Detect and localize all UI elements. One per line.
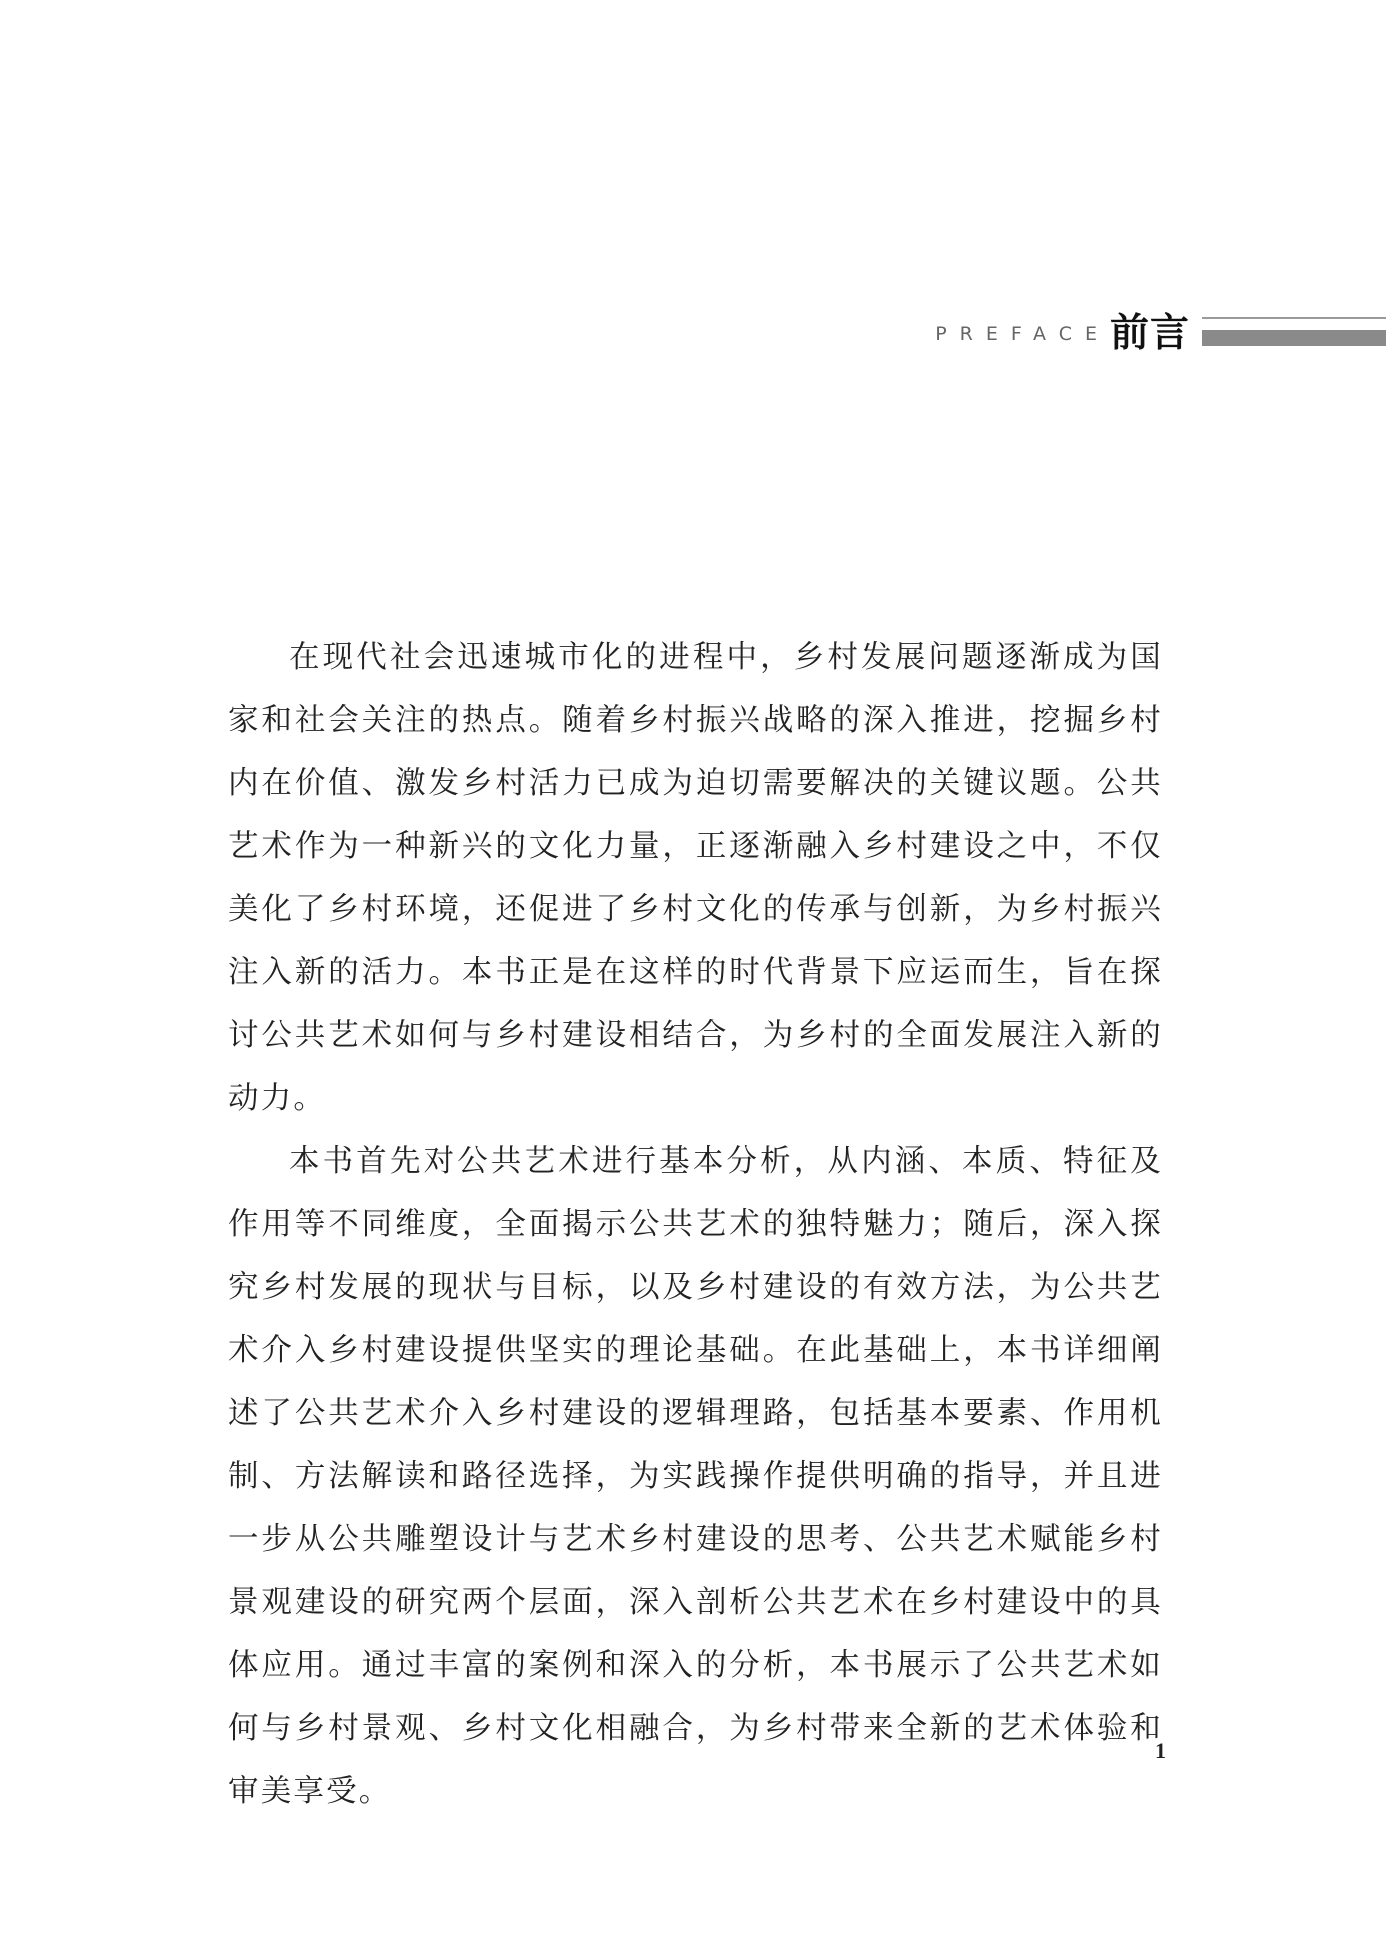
paragraph-1: 在现代社会迅速城市化的进程中，乡村发展问题逐渐成为国家和社会关注的热点。随着乡村振兴战略的深入推进，挖掘乡村内在价值、激发乡村活力已成为迫切需要解决的关键议题。公共艺术作为一种新兴的文化力量，正逐渐融入乡村建设之中，不仅美化了乡村环境，还促进了乡村文化的传承与创新，为乡村振兴注入新的活力。本书正是在这样的时代背景下应运而生，旨在探讨公共艺术如何与乡村建设相结合，为乡村的全面发展注入新的动力。 bbox=[228, 640, 1163, 1116]
preface-body bbox=[228, 626, 1163, 1823]
paragraph-2: 本书首先对公共艺术进行基本分析，从内涵、本质、特征及作用等不同维度，全面揭示公共艺术的独特魅力；随后，深入探究乡村发展的现状与目标，以及乡村建设的有效方法，为公共艺术介入乡村建设提供坚实的理论基础。在此基础上，本书详细阐述了公共艺术介入乡村建设的逻辑理路，包括基本要素、作用机制、方法解读和路径选择，为实践操作提供明确的指导，并且进一步从公共雕塑设计与艺术乡村建设的思考、公共艺术赋能乡村景观建设的研究两个层面，深入剖析公共艺术在乡村建设中的具体应用。通过丰富的案例和深入的分析，本书展示了公共艺术如何与乡村景观、乡村文化相融合，为乡村带来全新的艺术体验和审美享受。 bbox=[228, 1144, 1163, 1809]
page-number: 1 bbox=[1155, 1738, 1166, 1763]
chapter-header bbox=[935, 313, 1386, 355]
header-title-en: PREFACE bbox=[935, 323, 1110, 345]
header-thin-rule bbox=[1202, 317, 1386, 319]
header-decorative-bars bbox=[1202, 313, 1386, 355]
header-thick-rule bbox=[1202, 330, 1386, 346]
header-title-zh: 前言 bbox=[1109, 311, 1190, 356]
